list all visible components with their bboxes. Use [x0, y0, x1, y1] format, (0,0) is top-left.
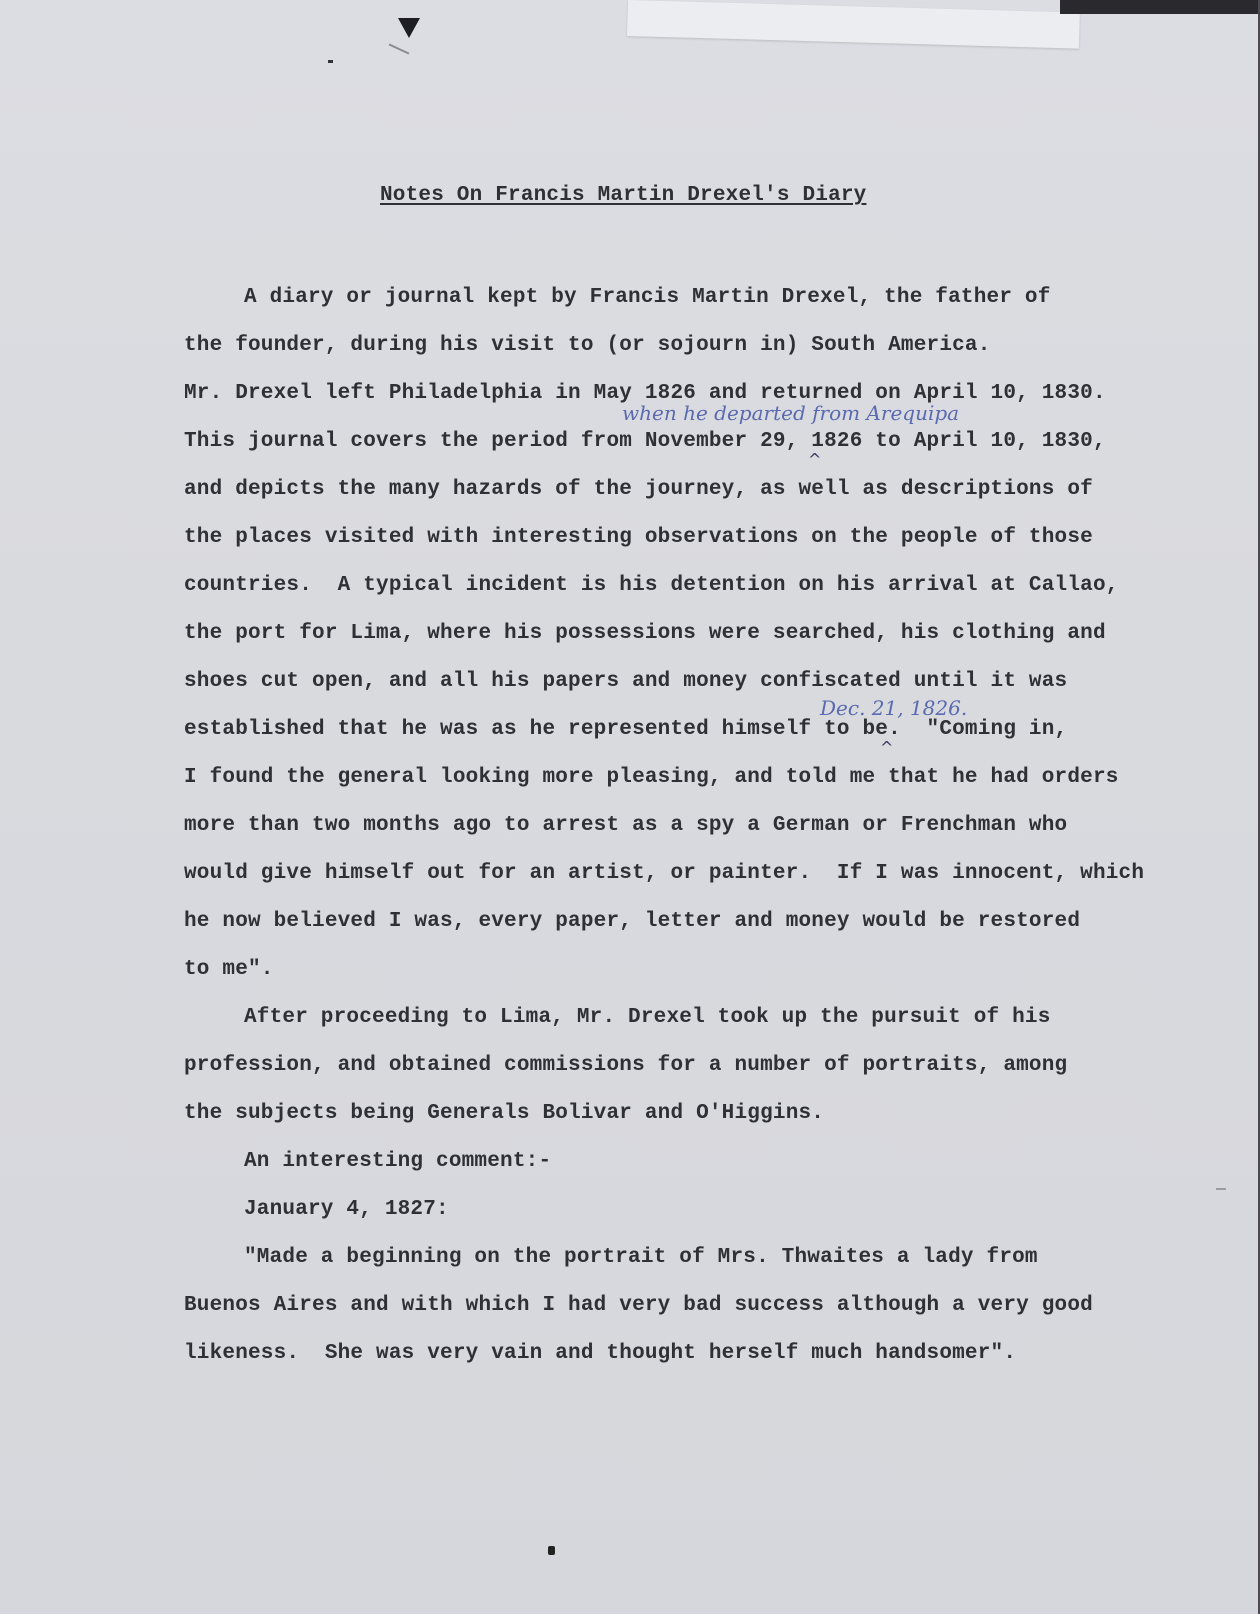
text-line: the places visited with interesting observations on the people of those: [184, 526, 1093, 549]
staple-hole: [398, 18, 420, 38]
text-line: profession, and obtained commissions for a number of portraits, among: [184, 1054, 1068, 1077]
text-line: "Made a beginning on the portrait of Mrs. Thwaites a lady from: [244, 1246, 1038, 1269]
text-line: the founder, during his visit to (or sojourn in) South America.: [184, 334, 991, 357]
text-line: likeness. She was very vain and thought herself much handsomer".: [184, 1342, 1017, 1365]
text-line: and depicts the many hazards of the journey, as well as descriptions of: [184, 478, 1093, 501]
paper-mark: [328, 60, 333, 63]
paper-speck: [1216, 1188, 1226, 1190]
insertion-caret: ^: [880, 738, 894, 757]
text-line: to me".: [184, 958, 274, 981]
insertion-caret: ^: [808, 450, 822, 469]
text-line: he now believed I was, every paper, letter and money would be restored: [184, 910, 1081, 933]
handwritten-note: Dec. 21, 1826.: [820, 696, 968, 720]
text-line: An interesting comment:-: [244, 1150, 552, 1173]
page-title: Notes On Francis Martin Drexel's Diary: [380, 184, 867, 207]
text-line: This journal covers the period from November 29, 1826 to April 10, 1830,: [184, 430, 1106, 453]
text-line: countries. A typical incident is his detention on his arrival at Callao,: [184, 574, 1119, 597]
text-line: A diary or journal kept by Francis Martin Drexel, the father of: [244, 286, 1051, 309]
text-line: January 4, 1827:: [244, 1198, 449, 1221]
scan-edge-shadow: [1060, 0, 1260, 14]
text-line: the subjects being Generals Bolivar and O'Higgins.: [184, 1102, 825, 1125]
text-line: would give himself out for an artist, or painter. If I was innocent, which: [184, 862, 1145, 885]
paper-crease: [389, 43, 410, 54]
text-line: Mr. Drexel left Philadelphia in May 1826 and returned on April 10, 1830.: [184, 382, 1106, 405]
text-line: After proceeding to Lima, Mr. Drexel took up the pursuit of his: [244, 1006, 1051, 1029]
page-mark: [548, 1546, 555, 1555]
handwritten-note: when he departed from Arequipa: [622, 401, 960, 425]
text-line: Buenos Aires and with which I had very bad success although a very good: [184, 1294, 1093, 1317]
text-line: more than two months ago to arrest as a spy a German or Frenchman who: [184, 814, 1068, 837]
text-line: shoes cut open, and all his papers and money confiscated until it was: [184, 670, 1068, 693]
tape-strip: [627, 0, 1080, 49]
text-line: the port for Lima, where his possessions were searched, his clothing and: [184, 622, 1106, 645]
text-line: established that he was as he represented himself to be. "Coming in,: [184, 718, 1068, 741]
text-line: I found the general looking more pleasing, and told me that he had orders: [184, 766, 1119, 789]
